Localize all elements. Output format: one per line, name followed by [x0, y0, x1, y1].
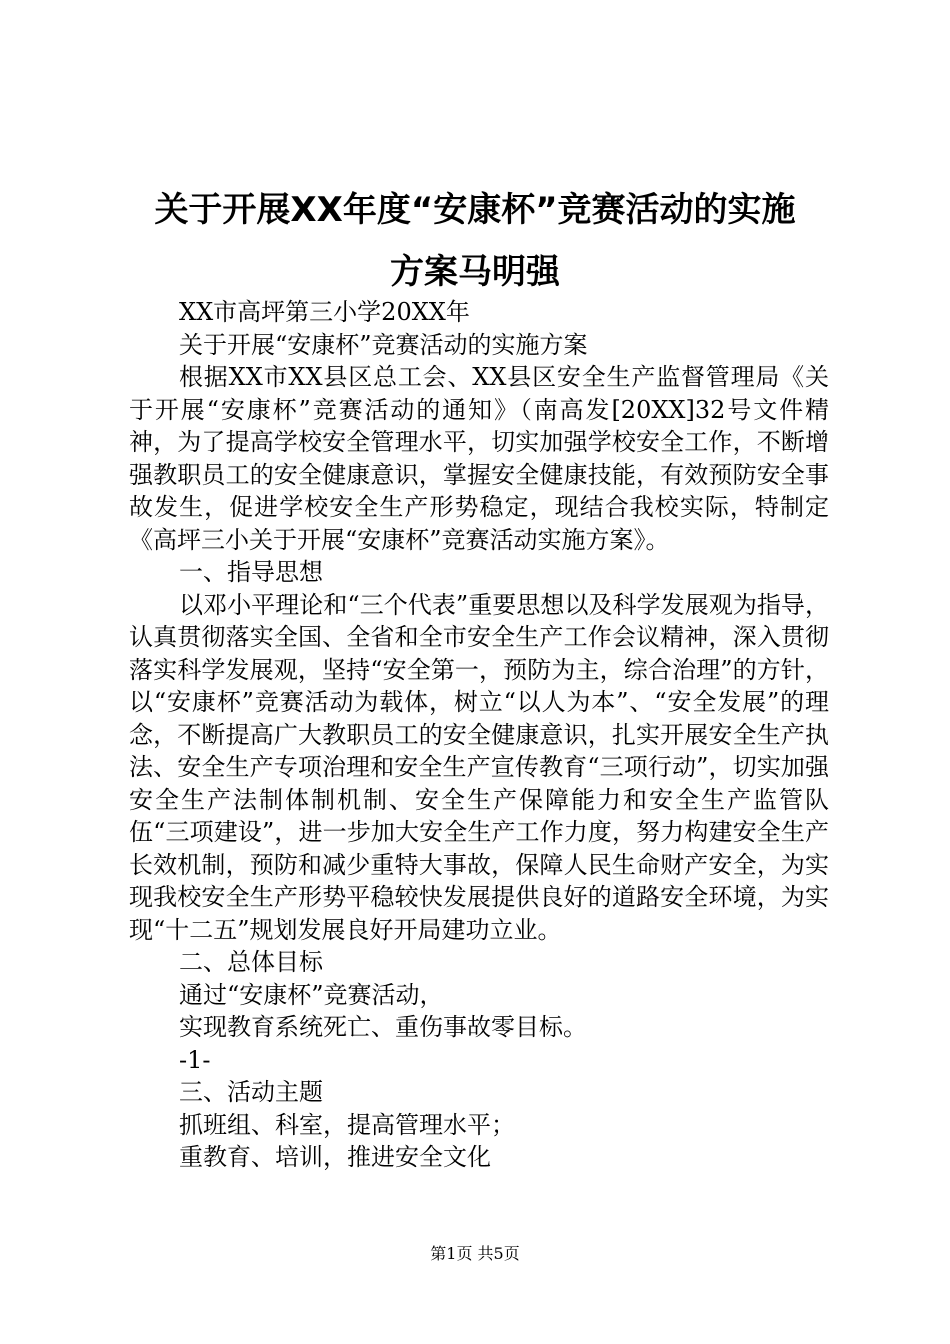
inline-page-marker: -1- [179, 1045, 211, 1074]
document-body [129, 296, 829, 1174]
section-3-line-2: 重教育、培训，推进安全文化 [179, 1143, 491, 1171]
section-3-line-1: 抓班组、科室，提高管理水平； [179, 1110, 515, 1139]
section-2-heading: 二、总体目标 [179, 948, 323, 976]
document-title-line-2: 方案马明强 [390, 252, 560, 292]
section-1-paragraph: 以邓小平理论和“三个代表”重要思想以及科学发展观为指导，认真贯彻落实全国、全省和全市安全生产工作会议精神，深入贯彻落实科学发展观，坚持“安全第一，预防为主，综合治理”的方针，以“安康杯”竞赛活动为载体，树立“以人为本”、“安全发展”的理念，不断提高广大教职员工的安全健康意识，扎实开展安全生产执法、安全生产专项治理和安全生产宣传教育“三项行动”，切实加强安全生产法制体制机制、安全生产保障能力和安全生产监管队伍“三项建设”，进一步加大安全生产工作力度，努力构建安全生产长效机制，预防和减少重特大事故，保障人民生命财产安全，为实现我校安全生产形势平稳较快发展提供良好的道路安全环境，为实现“十二五”规划发展良好开局建功立业。 [129, 590, 829, 944]
document-title-line-1: 关于开展XX年度“安康杯”竞赛活动的实施 [154, 190, 796, 230]
school-line: XX市高坪第三小学20XX年 [179, 298, 470, 326]
page-footer: 第1页 共5页 [430, 1244, 520, 1263]
document-subtitle: 关于开展“安康杯”竞赛活动的实施方案 [179, 330, 588, 359]
section-3-heading: 三、活动主题 [179, 1078, 323, 1106]
section-2-line-1: 通过“安康杯”竞赛活动， [179, 980, 444, 1009]
intro-paragraph: 根据XX市XX县区总工会、XX县区安全生产监督管理局《关于开展“安康杯”竞赛活动的通知》（南高发[20XX]32号文件精神，为了提高学校安全管理水平，切实加强学校安全工作，不断增强教职员工的安全健康意识，掌握安全健康技能，有效预防安全事故发生，促进学校安全生产形势稳定，现结合我校实际，特制定《高坪三小关于开展“安康杯”竞赛活动实施方案》。 [129, 363, 829, 554]
section-2-line-2: 实现教育系统死亡、重伤事故零目标。 [179, 1013, 587, 1041]
section-1-heading: 一、指导思想 [179, 558, 323, 586]
